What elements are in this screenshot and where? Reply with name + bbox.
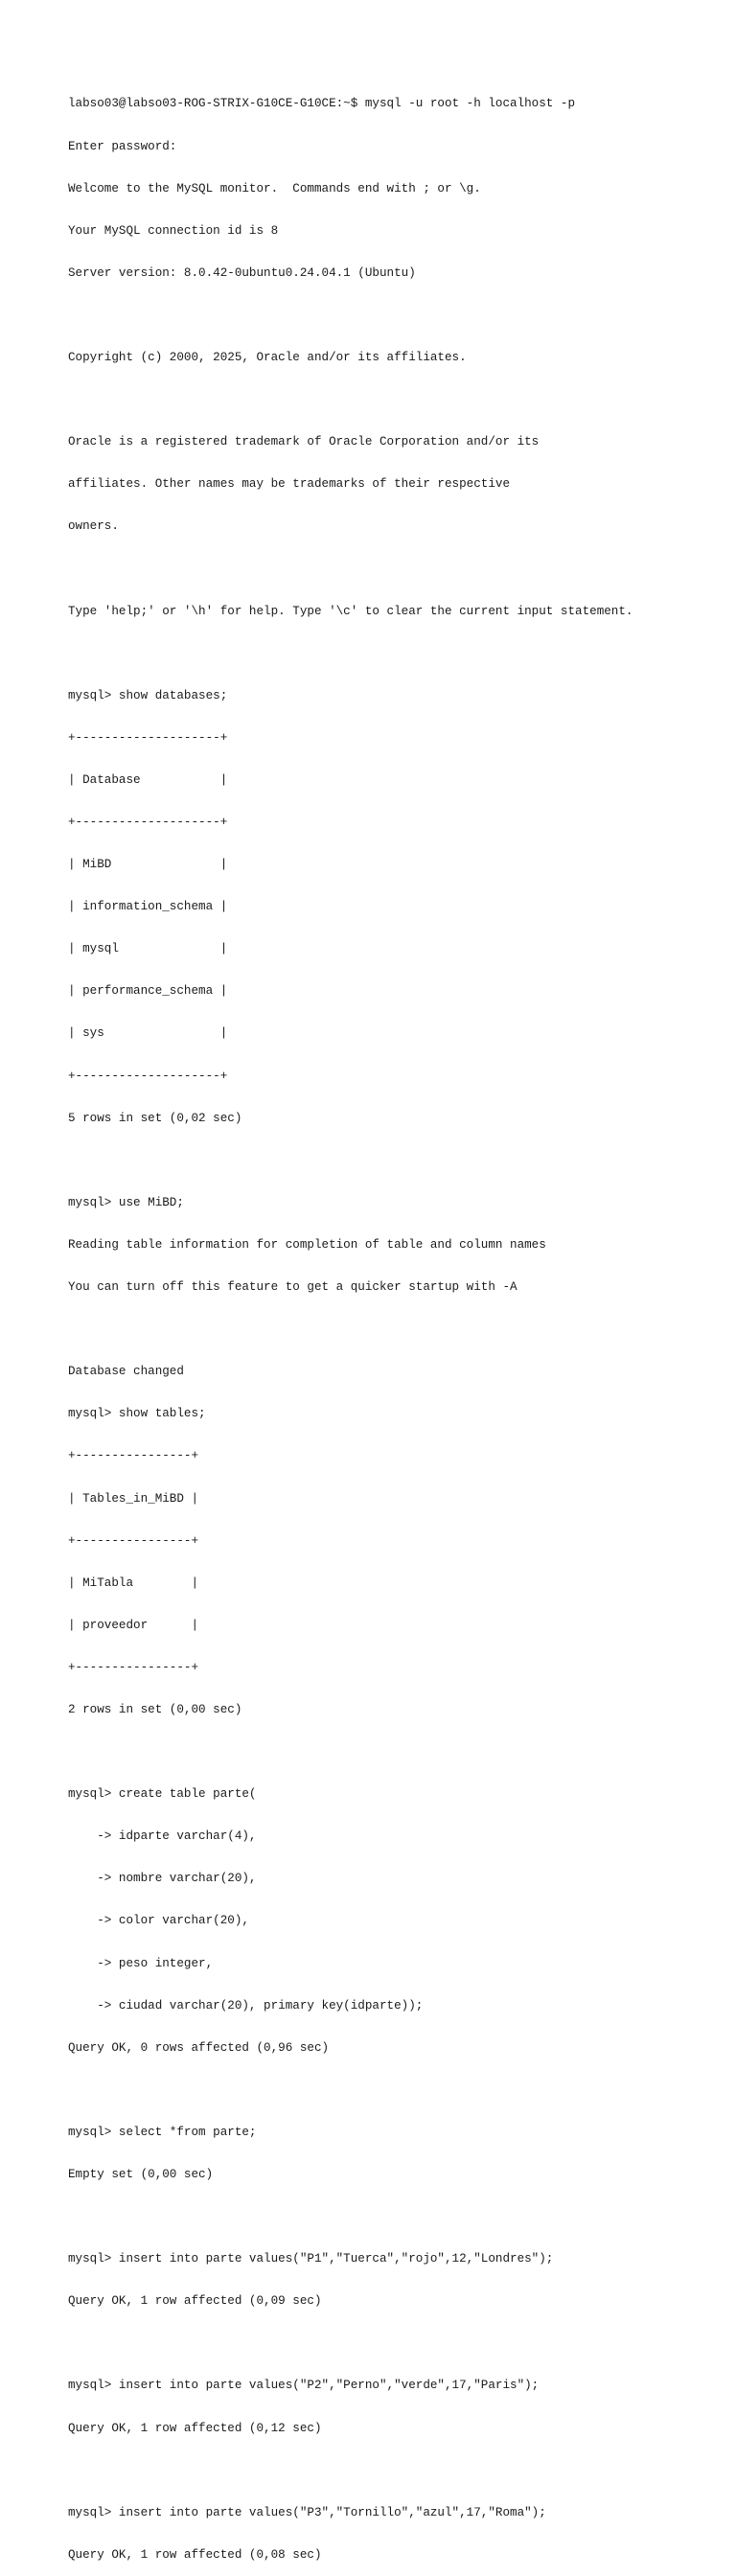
terminal-output[interactable] bbox=[68, 69, 720, 2576]
terminal-line: +--------------------+ bbox=[68, 1069, 228, 1083]
terminal-line: | sys | bbox=[68, 1026, 228, 1041]
terminal-line: owners. bbox=[68, 519, 119, 534]
terminal-line bbox=[68, 1154, 720, 1168]
terminal-line: mysql> insert into parte values("P3","Tornillo","azul",17,"Roma"); bbox=[68, 2505, 546, 2519]
terminal-line: Type 'help;' or '\h' for help. Type '\c' to clear the current input statement. bbox=[68, 604, 633, 618]
terminal-line: affiliates. Other names may be trademarks of their respective bbox=[68, 477, 511, 492]
terminal-line: +----------------+ bbox=[68, 1533, 199, 1548]
terminal-line: Welcome to the MySQL monitor. Commands end with ; or \g. bbox=[68, 181, 481, 196]
terminal-line: Copyright (c) 2000, 2025, Oracle and/or its affiliates. bbox=[68, 350, 467, 364]
terminal-line bbox=[68, 1745, 720, 1760]
terminal-line: labso03@labso03-ROG-STRIX-G10CE-G10CE:~$ mysql -u root -h localhost -p bbox=[68, 97, 576, 111]
terminal-line: Query OK, 0 rows affected (0,96 sec) bbox=[68, 2040, 330, 2055]
terminal-line: Enter password: bbox=[68, 139, 177, 153]
terminal-line: 5 rows in set (0,02 sec) bbox=[68, 1111, 242, 1125]
terminal-line: Empty set (0,00 sec) bbox=[68, 2168, 214, 2181]
terminal-line: +----------------+ bbox=[68, 1449, 199, 1463]
terminal-line: +----------------+ bbox=[68, 1660, 199, 1674]
terminal-line: mysql> insert into parte values("P1","Tuerca","rojo",12,"Londres"); bbox=[68, 2252, 554, 2266]
terminal-line: | Tables_in_MiBD | bbox=[68, 1491, 199, 1506]
terminal-line bbox=[68, 393, 720, 407]
terminal-line: -> ciudad varchar(20), primary key(idparte)); bbox=[68, 1998, 424, 2012]
terminal-line: mysql> use MiBD; bbox=[68, 1195, 184, 1209]
terminal-line bbox=[68, 2083, 720, 2098]
terminal-line bbox=[68, 309, 720, 323]
terminal-line: mysql> select *from parte; bbox=[68, 2125, 257, 2139]
terminal-line: -> color varchar(20), bbox=[68, 1914, 249, 1928]
terminal-line bbox=[68, 2464, 720, 2478]
terminal-line bbox=[68, 647, 720, 661]
terminal-line: Oracle is a registered trademark of Oracle Corporation and/or its bbox=[68, 435, 540, 449]
terminal-line: mysql> insert into parte values("P2","Perno","verde",17,"Paris"); bbox=[68, 2379, 540, 2393]
terminal-line: Reading table information for completion of table and column names bbox=[68, 1237, 546, 1252]
terminal-line: 2 rows in set (0,00 sec) bbox=[68, 1702, 242, 1716]
terminal-line bbox=[68, 562, 720, 576]
terminal-line: -> nombre varchar(20), bbox=[68, 1872, 257, 1886]
terminal-line: -> idparte varchar(4), bbox=[68, 1829, 257, 1844]
terminal-line: | Database | bbox=[68, 772, 228, 787]
terminal-line: | information_schema | bbox=[68, 900, 228, 914]
terminal-line: -> peso integer, bbox=[68, 1956, 214, 1970]
terminal-line: | mysql | bbox=[68, 942, 228, 956]
terminal-line: mysql> show tables; bbox=[68, 1407, 206, 1421]
terminal-line: mysql> create table parte( bbox=[68, 1787, 257, 1802]
terminal-line: +--------------------+ bbox=[68, 816, 228, 829]
terminal-line: | MiTabla | bbox=[68, 1576, 199, 1590]
terminal-line: Query OK, 1 row affected (0,08 sec) bbox=[68, 2547, 322, 2562]
terminal-line: Database changed bbox=[68, 1365, 184, 1379]
terminal-line: | proveedor | bbox=[68, 1618, 199, 1632]
terminal-line: Your MySQL connection id is 8 bbox=[68, 223, 279, 238]
terminal-line: Query OK, 1 row affected (0,12 sec) bbox=[68, 2421, 322, 2435]
terminal-line bbox=[68, 1322, 720, 1337]
terminal-line: mysql> show databases; bbox=[68, 688, 228, 702]
terminal-line: Query OK, 1 row affected (0,09 sec) bbox=[68, 2294, 322, 2309]
terminal-line: You can turn off this feature to get a quicker startup with -A bbox=[68, 1280, 518, 1295]
terminal-line bbox=[68, 2210, 720, 2224]
terminal-line: Server version: 8.0.42-0ubuntu0.24.04.1 (Ubuntu) bbox=[68, 265, 416, 280]
terminal-line: | MiBD | bbox=[68, 858, 228, 872]
terminal-line: | performance_schema | bbox=[68, 984, 228, 999]
terminal-line: +--------------------+ bbox=[68, 730, 228, 745]
terminal-line bbox=[68, 2336, 720, 2351]
